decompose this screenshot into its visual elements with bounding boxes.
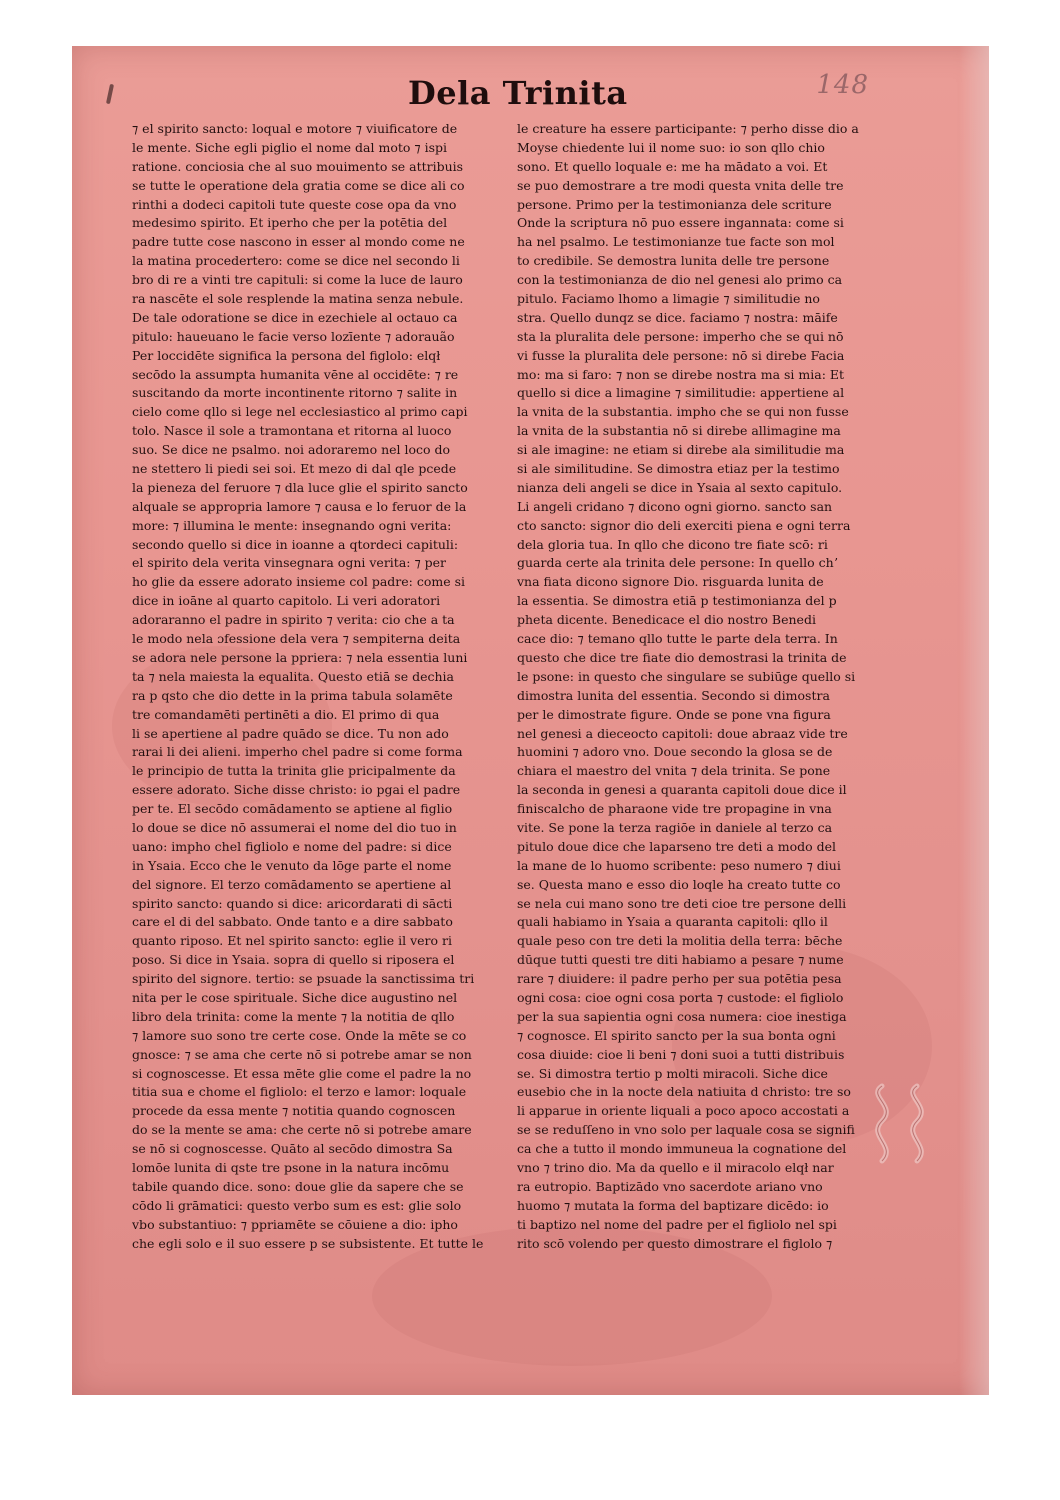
text-line: Per loccidēte significa la persona del figlolo: elqł xyxy=(132,347,441,363)
text-line: le creature ha essere participante: ⁊ perho disse dio a xyxy=(517,121,859,136)
text-line: huomini ⁊ adoro vno. Doue secondo la glosa se de xyxy=(517,744,833,760)
text-line: tabile quando dice. sono: doue glie da sapere che se xyxy=(132,1178,464,1194)
text-line: nel genesi a dieceocto capitoli: doue abraaz vide tre xyxy=(517,725,848,741)
text-line: guarda certe ala trinita dele persone: In quello chʼ xyxy=(517,555,838,571)
text-line: se. Questa mano e esso dio loqle ha creato tutte co xyxy=(517,876,841,892)
text-line: se nela cui mano sono tre deti cioe tre persone delli xyxy=(517,895,847,911)
text-line: del signore. El terzo comādamento se apertiene al xyxy=(132,876,452,892)
text-line: alquale se appropria lamore ⁊ causa e lo feruor de la xyxy=(132,498,467,514)
text-line: le principio de tutta la trinita glie pricipalmente da xyxy=(132,763,456,779)
text-line: le mente. Siche egli piglio el nome dal moto ⁊ ispi xyxy=(132,139,447,155)
text-line: ⁊ cognosce. El spirito sancto per la sua bonta ogni xyxy=(517,1027,836,1043)
text-line: se nō si cognoscesse. Quāto al secōdo dimostra Sa xyxy=(132,1141,453,1157)
text-column-left xyxy=(132,120,492,1253)
text-line: ratione. conciosia che al suo mouimento se attribuis xyxy=(132,158,464,174)
text-line: ca che a tutto il mondo immuneua la cognatione del xyxy=(517,1141,847,1157)
text-line: la vnita de la substantia nō si direbe allimagine ma xyxy=(517,423,841,439)
text-line: ⁊ el spirito sancto: loqual e motore ⁊ viuificatore de xyxy=(132,121,458,136)
text-line: rarai li dei alieni. imperho chel padre si come forma xyxy=(132,744,463,760)
text-line: rinthi a dodeci capitoli tute queste cose opa da vno xyxy=(132,196,457,212)
text-line: suo. Se dice ne psalmo. noi adoraremo nel loco do xyxy=(132,442,451,458)
text-line: ho glie da essere adorato insieme col padre: come si xyxy=(132,574,466,590)
text-line: la matina procedertero: come se dice nel secondo li xyxy=(132,253,460,269)
page-edge xyxy=(959,46,989,1395)
text-line: pitulo doue dice che laparseno tre deti a modo del xyxy=(517,838,837,854)
text-line: ⁊ lamore suo sono tre certe cose. Onde la mēte se co xyxy=(132,1027,467,1043)
text-line: stra. Quello dunqz se dice. faciamo ⁊ nostra: māife xyxy=(517,309,838,325)
text-line: vite. Se pone la terza ragiōe in daniele al terzo ca xyxy=(517,819,833,835)
text-line: sono. Et quello loquale e: me ha mādato a voi. Et xyxy=(517,158,828,174)
text-line: tre comandamēti pertinēti a dio. El primo di qua xyxy=(132,706,440,722)
text-line: ha nel psalmo. Le testimonianze tue facte son mol xyxy=(517,234,835,250)
text-line: gnosce: ⁊ se ama che certe nō si potrebe amar se non xyxy=(132,1046,472,1062)
text-line: cōdo li grāmatici: questo verbo sum es est: glie solo xyxy=(132,1197,462,1213)
text-line: nita per le cose spirituale. Siche dice augustino nel xyxy=(132,989,458,1005)
text-line: persone. Primo per la testimonianza dele scriture xyxy=(517,196,832,212)
text-line: si cognoscesse. Et essa mēte glie come el padre la no xyxy=(132,1065,472,1081)
text-line: bro di re a vinti tre capituli: si come la luce de lauro xyxy=(132,272,463,288)
text-line: dela gloria tua. In qllo che dicono tre fiate scō: ri xyxy=(517,536,828,552)
text-line: con la testimonianza de dio nel genesi alo primo ca xyxy=(517,272,843,288)
text-line: secondo quello si dice in ioanne a qtordeci capituli: xyxy=(132,536,459,552)
text-line: to credibile. Se demostra lunita delle tre persone xyxy=(517,253,830,269)
running-head: Dela Trinita xyxy=(408,74,628,112)
text-line: la seconda in genesi a quaranta capitoli doue dice il xyxy=(517,782,847,798)
text-line: rare ⁊ diuidere: il padre perho per sua potētia pesa xyxy=(517,971,842,987)
text-line: ogni cosa: cioe ogni cosa porta ⁊ custode: el figliolo xyxy=(517,989,844,1005)
text-line: chiara el maestro del vnita ⁊ dela trinita. Se pone xyxy=(517,763,831,779)
text-line: dice in ioāne al quarto capitolo. Li veri adoratori xyxy=(132,593,441,609)
text-line: huomo ⁊ mutata la forma del baptizare dicēdo: io xyxy=(517,1197,829,1213)
text-line: dimostra lunita del essentia. Secondo si dimostra xyxy=(517,687,830,703)
text-line: la vnita de la substantia. impho che se qui non fusse xyxy=(517,404,849,420)
text-line: more: ⁊ illumina le mente: insegnando ogni verita: xyxy=(132,517,452,533)
text-line: lo doue se dice nō assumerai el nome del dio tuo in xyxy=(132,819,457,835)
text-line: procede da essa mente ⁊ notitia quando cognoscen xyxy=(132,1103,456,1119)
text-line: suscitando da morte incontinente ritorno ⁊ salite in xyxy=(132,385,458,401)
text-line: li se apertiene al padre quādo se dice. Tu non ado xyxy=(132,725,449,741)
text-line: se. Si dimostra tertio p molti miracoli. Siche dice xyxy=(517,1065,828,1081)
text-line: care el di del sabbato. Onde tanto e a dire sabbato xyxy=(132,914,453,930)
text-line: Li angeli cridano ⁊ dicono ogni giorno. sancto san xyxy=(517,498,833,514)
text-line: se adora nele persone la ppriera: ⁊ nela essentia luni xyxy=(132,649,468,665)
text-line: ra p qsto che dio dette in la prima tabula solamēte xyxy=(132,687,453,703)
text-line: cace dio: ⁊ temano qllo tutte le parte dela terra. In xyxy=(517,631,838,647)
text-line: questo che dice tre fiate dio demostrasi la trinita de xyxy=(517,649,847,665)
text-line: si ale imagine: ne etiam si direbe ala similitudie ma xyxy=(517,442,845,458)
text-line: spirito del signore. tertio: se psuade la sanctissima tri xyxy=(132,971,475,987)
library-stamp-icon xyxy=(862,1076,942,1166)
text-line: vi fusse la pluralita dele persone: nō si direbe Facia xyxy=(517,347,845,363)
text-line: per le dimostrate figure. Onde se pone vna figura xyxy=(517,706,831,722)
text-line: sta la pluralita dele persone: imperho che se qui nō xyxy=(517,328,844,344)
text-line: li apparue in oriente liquali a poco apoco accostati a xyxy=(517,1103,850,1119)
text-line: quali habiamo in Ysaia a quaranta capitoli: qllo il xyxy=(517,914,828,930)
text-line: padre tutte cose nascono in esser al mondo come ne xyxy=(132,234,465,250)
ink-mark xyxy=(106,84,114,104)
text-line: uano: impho chel figliolo e nome del padre: si dice xyxy=(132,838,452,854)
text-line: pitulo: haueuano le facie verso lozīente ⁊ adorauão xyxy=(132,328,455,344)
text-line: cto sancto: signor dio deli exerciti piena e ogni terra xyxy=(517,517,851,533)
text-line: poso. Si dice in Ysaia. sopra di quello si riposera el xyxy=(132,952,455,968)
text-line: mo: ma si faro: ⁊ non se direbe nostra ma si mia: Et xyxy=(517,366,845,382)
text-line: se puo demostrare a tre modi questa vnita delle tre xyxy=(517,177,844,193)
scanned-page xyxy=(72,46,989,1395)
text-line: ra eutropio. Baptizādo vno sacerdote ariano vno xyxy=(517,1178,823,1194)
text-line: per te. El secōdo comādamento se aptiene al figlio xyxy=(132,801,453,817)
text-line: rito scō volendo per questo dimostrare el figlolo ⁊ xyxy=(517,1235,833,1251)
text-line: ne stettero li piedi sei soi. Et mezo di dal qle pcede xyxy=(132,461,457,477)
text-line: do se la mente se ama: che certe nō si potrebe amare xyxy=(132,1122,472,1138)
text-line: De tale odoratione se dice in ezechiele al octauo ca xyxy=(132,309,458,325)
text-line: adoraranno el padre in spirito ⁊ verita: cio che a ta xyxy=(132,612,455,628)
text-line: quello si dice a limagine ⁊ similitudie: appertiene al xyxy=(517,385,845,401)
text-line: eusebio che in la nocte dela natiuita d christo: tre so xyxy=(517,1084,851,1100)
text-line: in Ysaia. Ecco che le venuto da lōge parte el nome xyxy=(132,857,452,873)
text-line: vbo substantiuo: ⁊ ppriamēte se cōuiene a dio: ipho xyxy=(132,1216,458,1232)
text-line: ta ⁊ nela maiesta la equalita. Questo etiā se dechia xyxy=(132,668,454,684)
text-line: quanto riposo. Et nel spirito sancto: eglie il vero ri xyxy=(132,933,452,949)
text-line: che egli solo e il suo essere p se subsistente. Et tutte le xyxy=(132,1235,484,1251)
text-line: cielo come qllo si lege nel ecclesiastico al primo capi xyxy=(132,404,468,420)
text-line: la mane de lo huomo scribente: peso numero ⁊ diui xyxy=(517,857,841,873)
text-line: libro dela trinita: come la mente ⁊ la notitia de qllo xyxy=(132,1008,455,1024)
text-line: Onde la scriptura nō puo essere ingannata: come si xyxy=(517,215,844,231)
text-line: cosa diuide: cioe li beni ⁊ doni suoi a tutti distribuis xyxy=(517,1046,845,1062)
text-line: pitulo. Faciamo lhomo a limagie ⁊ similitudie no xyxy=(517,291,820,307)
text-line: Moyse chiedente lui il nome suo: io son qllo chio xyxy=(517,139,825,155)
text-line: ra nascēte el sole resplende la matina senza nebule. xyxy=(132,291,464,307)
text-line: pheta dicente. Benedicace el dio nostro Benedi xyxy=(517,612,816,628)
bottom-margin xyxy=(72,1286,989,1395)
text-line: el spirito dela verita vinsegnara ogni verita: ⁊ per xyxy=(132,555,447,571)
text-line: spirito sancto: quando si dice: aricordarati di sācti xyxy=(132,895,453,911)
text-column-right xyxy=(517,120,877,1253)
text-line: essere adorato. Siche disse christo: io pgai el padre xyxy=(132,782,461,798)
text-line: tolo. Nasce il sole a tramontana et ritorna al luoco xyxy=(132,423,452,439)
text-line: la essentia. Se dimostra etiā p testimonianza del p xyxy=(517,593,837,609)
text-line: le modo nela ɔfessione dela vera ⁊ sempiterna deita xyxy=(132,631,461,647)
text-line: nianza deli angeli se dice in Ysaia al sexto capitulo. xyxy=(517,479,843,495)
text-line: finiscalcho de pharaone vide tre propagine in vna xyxy=(517,801,832,817)
text-line: vno ⁊ trino dio. Ma da quello e il miracolo elqł nar xyxy=(517,1159,834,1175)
text-line: la pieneza del feruore ⁊ dla luce glie el spirito sancto xyxy=(132,479,468,495)
text-line: per la sua sapientia ogni cosa numera: cioe inestiga xyxy=(517,1008,847,1024)
text-line: se tutte le operatione dela gratia come se dice ali co xyxy=(132,177,465,193)
text-line: ti baptizo nel nome del padre per el figliolo nel spi xyxy=(517,1216,837,1232)
text-line: se se reduſſeno in vno solo per laquale cosa se signifi xyxy=(517,1122,855,1138)
text-line: lomōe lunita di qste tre psone in la natura incōmu xyxy=(132,1159,450,1175)
text-line: le psone: in questo che singulare se subiūge quello si xyxy=(517,668,856,684)
text-line: titia sua e chome el figliolo: el terzo e lamor: loquale xyxy=(132,1084,467,1100)
text-line: medesimo spirito. Et iperho che per la potētia del xyxy=(132,215,448,231)
folio-number: 148 xyxy=(816,70,869,100)
text-line: quale peso con tre deti la molitia della terra: bēche xyxy=(517,933,843,949)
text-line: dūque tutti questi tre diti habiamo a pesare ⁊ nume xyxy=(517,952,844,968)
text-line: si ale similitudine. Se dimostra etiaz per la testimo xyxy=(517,461,840,477)
text-line: vna fiata dicono signore Dio. risguarda lunita de xyxy=(517,574,824,590)
text-line: secōdo la assumpta humanita vēne al occidēte: ⁊ re xyxy=(132,366,459,382)
